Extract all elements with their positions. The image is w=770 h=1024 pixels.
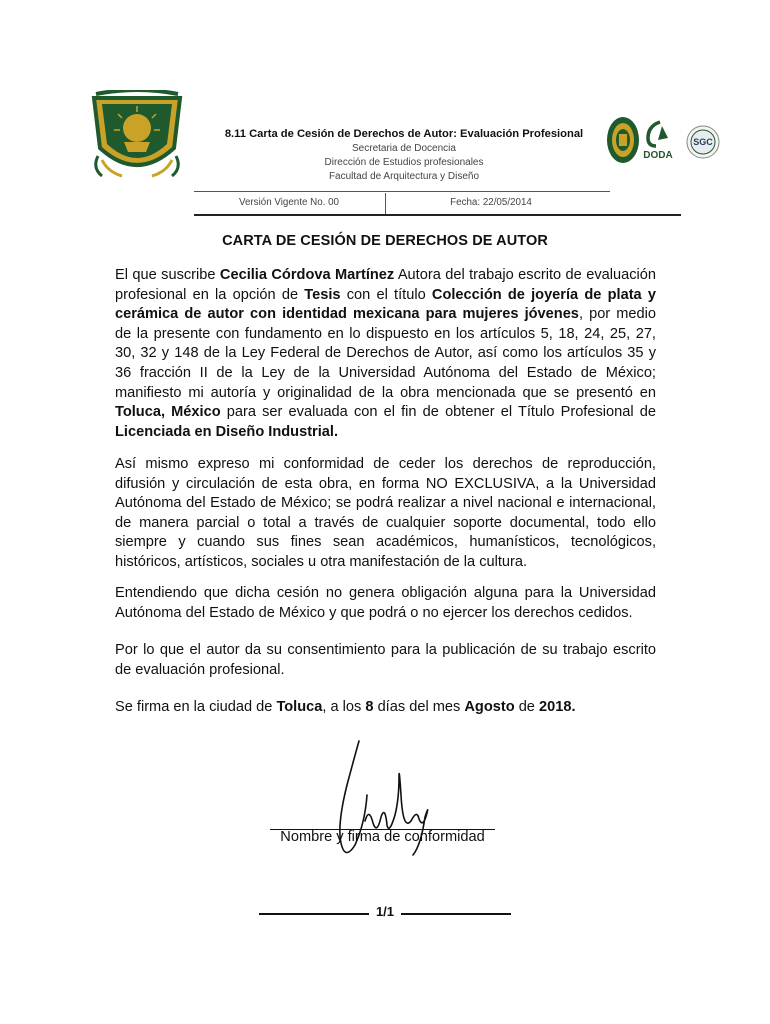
degree-title: Licenciada en Diseño Industrial. (115, 423, 339, 440)
p1-text-5: para ser evaluada con el fin de obtener el Título Profesional de (220, 404, 656, 421)
document-title: CARTA DE CESIÓN DE DERECHOS DE AUTOR (222, 233, 548, 249)
sgc-text: SGC (693, 137, 713, 147)
header-line-facultad: Facultad de Arquitectura y Diseño (328, 171, 480, 182)
paragraph-declaration (115, 266, 656, 442)
evaluation-option: Tesis (304, 286, 341, 303)
p5-text-1: Se firma en la ciudad de (115, 699, 277, 715)
header-rule (194, 191, 610, 192)
signing-year: 2018. (538, 699, 576, 715)
faculty-seal-logo (606, 116, 640, 164)
handwritten-signature (325, 735, 445, 865)
work-title: Colección de joyería de plata y cerámica de autor con identidad mexicana para mujeres jóvenes (115, 286, 656, 323)
p1-text-4: , por medio de la presente con fundamento en lo dispuesto en los artículos 5, 18, 24, 25, 27, 30, 32 y 148 de la Ley Federal de Derechos de Autor, así como los artículos 35 y 36 fracción II de la Ley de la Universidad Autónoma del Estado de México; manifiesto mi autoría y originalidad de la obra mencionada que se presentó en (115, 306, 656, 401)
p5-text-4: de (514, 699, 539, 715)
sgc-logo (684, 124, 722, 160)
paragraph-conformity: Así mismo expreso mi conformidad de ceder los derechos de reproducción, difusión y circulación de esta obra, en forma NO EXCLUSIVA, a la Universidad Autónoma del Estado de México; se podrá realizar a nivel nacional e internacional, de manera parcial o total a través de cualquier soporte documental, todo ello siempre y cuando sus fines sean académicos, humanísticos, tecnológicos, históricos, artísticos, sociales u otra manifestación de la cultura. (115, 456, 656, 570)
p1-text-1: El que suscribe (115, 267, 220, 283)
header-line-secretaria: Secretaria de Docencia (352, 143, 456, 154)
doda-text: DODA (643, 150, 673, 161)
p1-text-2: Autora del trabajo escrito de evaluación profesional en la opción de (115, 267, 656, 303)
header-date: Fecha: 22/05/2014 (450, 197, 532, 208)
paragraph-signing-place (115, 698, 656, 718)
header-bottom-rule (194, 214, 681, 216)
signature-label: Nombre y firma de conformidad (280, 829, 485, 845)
university-shield-logo (88, 90, 186, 182)
page-number: 1/1 (375, 904, 395, 919)
p5-text-2: , a los (322, 699, 366, 715)
header-title: 8.11 Carta de Cesión de Derechos de Autor: Evaluación Profesional (224, 128, 584, 140)
p1-text-3: con el título (340, 286, 432, 303)
paragraph-obligation: Entendiendo que dicha cesión no genera obligación alguna para la Universidad Autónoma del Estado de México y que podrá o no ejercer los derechos cedidos. (115, 585, 656, 621)
header-line-direccion: Dirección de Estudios profesionales (324, 157, 484, 168)
header-version: Versión Vigente No. 00 (238, 197, 340, 208)
author-name: Cecilia Córdova Martínez (219, 267, 395, 283)
p5-text-3: días del mes (373, 699, 465, 715)
signing-city: Toluca (276, 699, 323, 715)
paragraph-consent: Por lo que el autor da su consentimiento para la publicación de su trabajo escrito de evaluación profesional. (115, 642, 656, 678)
footer-rule-right (401, 913, 511, 915)
signing-month: Agosto (464, 699, 515, 715)
signing-day: 8 (365, 699, 374, 715)
presentation-place: Toluca, México (115, 404, 221, 421)
doda-logo (638, 118, 678, 162)
